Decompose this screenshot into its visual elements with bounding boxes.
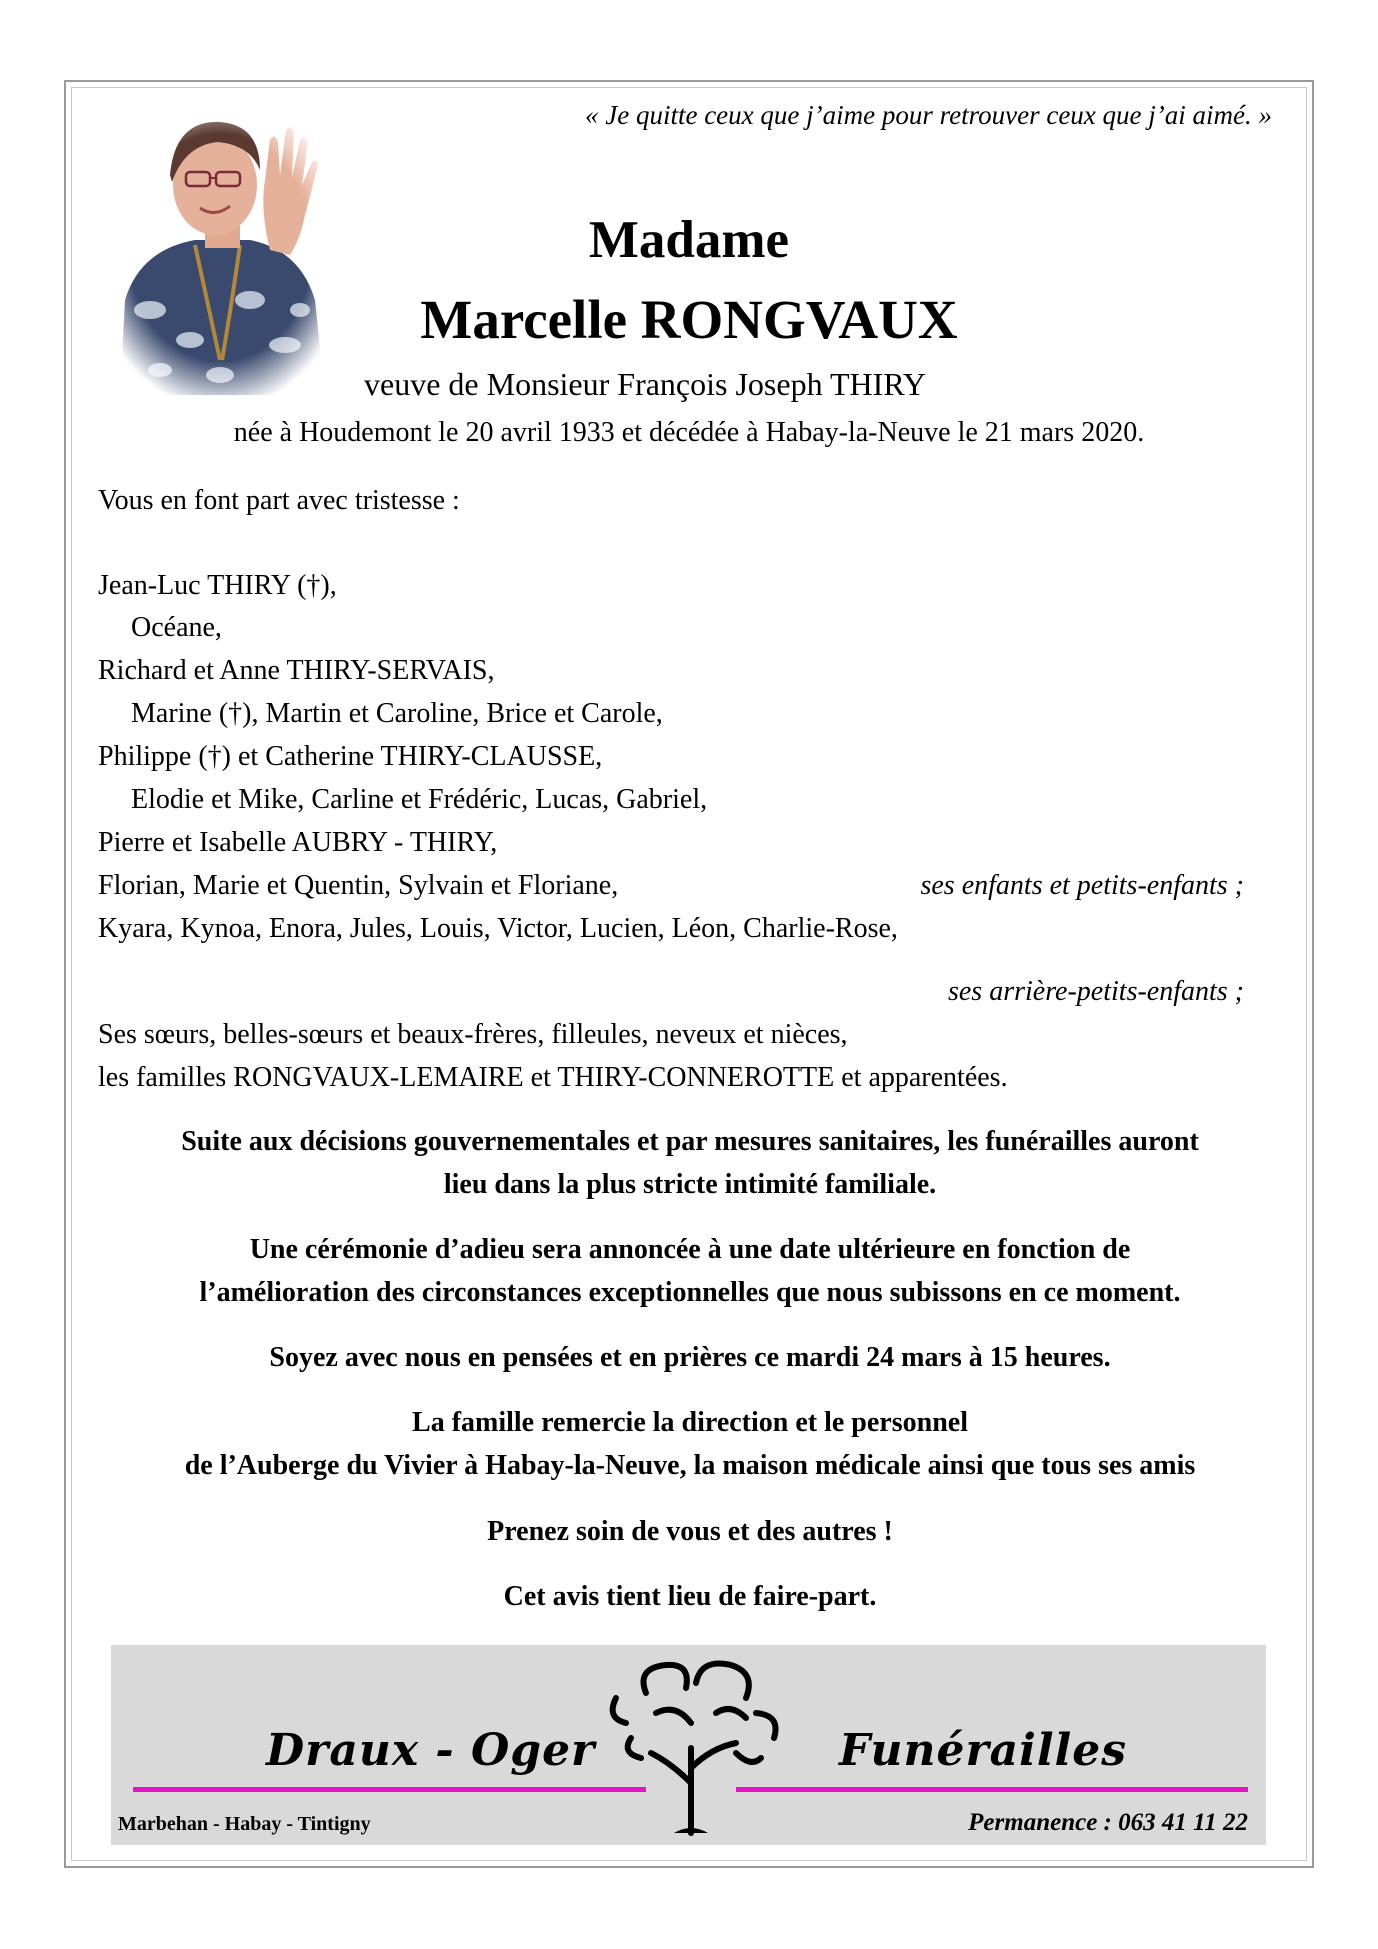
accent-rule-left	[133, 1787, 646, 1792]
care-notice: Prenez soin de vous et des autres !	[487, 1516, 893, 1547]
notice-line: La famille remercie la direction et le personnel	[412, 1407, 968, 1438]
notice-line: l’amélioration des circonstances exceptionnelles que nous subissons en ce moment.	[199, 1277, 1181, 1308]
notice-line: Une cérémonie d’adieu sera annoncée à une date ultérieure en fonction de	[249, 1234, 1131, 1265]
notice-line: de l’Auberge du Vivier à Habay-la-Neuve, la maison médicale ainsi que tous ses amis	[184, 1450, 1196, 1481]
family-line: Ses sœurs, belles-sœurs et beaux-frères, filleules, neveux et nièces,	[98, 1019, 848, 1050]
family-line: Richard et Anne THIRY-SERVAIS,	[98, 655, 495, 686]
thanks-notice	[90, 1401, 1290, 1487]
faire-part-notice: Cet avis tient lieu de faire-part.	[503, 1581, 877, 1612]
epigraph-quote: « Je quitte ceux que j’aime pour retrouver ceux que j’ai aimé. »	[584, 100, 1272, 130]
family-role-label: ses arrière-petits-enfants ;	[947, 976, 1244, 1007]
family-line: Florian, Marie et Quentin, Sylvain et Floriane,	[98, 870, 619, 901]
family-line: Océane,	[131, 612, 222, 643]
birth-death-line: née à Houdemont le 20 avril 1933 et décédée à Habay-la-Neuve le 21 mars 2020.	[233, 417, 1145, 448]
widow-of-line: veuve de Monsieur François Joseph THIRY	[364, 366, 926, 402]
family-role-label: ses enfants et petits-enfants ;	[920, 870, 1244, 901]
notice-line: Suite aux décisions gouvernementales et par mesures sanitaires, les funérailles auront	[181, 1126, 1199, 1157]
ceremony-notice	[90, 1228, 1290, 1314]
family-line: Marine (†), Martin et Caroline, Brice et Carole,	[131, 698, 663, 729]
honorific: Madame	[588, 211, 790, 269]
accent-rule-right	[736, 1787, 1248, 1792]
brand-name-right: Funérailles	[839, 1725, 1128, 1776]
family-line: Philippe (†) et Catherine THIRY-CLAUSSE,	[98, 741, 603, 772]
tree-icon	[596, 1653, 786, 1838]
family-line: Kyara, Kynoa, Enora, Jules, Louis, Victor, Lucien, Léon, Charlie-Rose,	[98, 913, 898, 944]
permanence-phone: Permanence : 063 41 11 22	[968, 1809, 1248, 1836]
branch-towns: Marbehan - Habay - Tintigny	[118, 1813, 371, 1835]
family-line: les familles RONGVAUX-LEMAIRE et THIRY-CONNEROTTE et apparentées.	[98, 1062, 1008, 1093]
covid-notice	[90, 1120, 1290, 1206]
deceased-name: Marcelle RONGVAUX	[420, 289, 958, 350]
family-line: Pierre et Isabelle AUBRY - THIRY,	[98, 827, 498, 858]
prayer-notice: Soyez avec nous en pensées et en prières ce mardi 24 mars à 15 heures.	[269, 1342, 1111, 1373]
funeral-home-banner	[111, 1645, 1266, 1845]
deceased-name-heading	[0, 288, 1378, 351]
honorific-heading	[0, 210, 1378, 270]
family-line: Jean-Luc THIRY (†),	[98, 570, 337, 601]
notice-line: lieu dans la plus stricte intimité familiale.	[443, 1169, 937, 1200]
family-line: Elodie et Mike, Carline et Frédéric, Lucas, Gabriel,	[131, 784, 708, 815]
brand-name-left: Draux - Oger	[266, 1725, 596, 1776]
intro-line: Vous en font part avec tristesse :	[98, 485, 460, 516]
